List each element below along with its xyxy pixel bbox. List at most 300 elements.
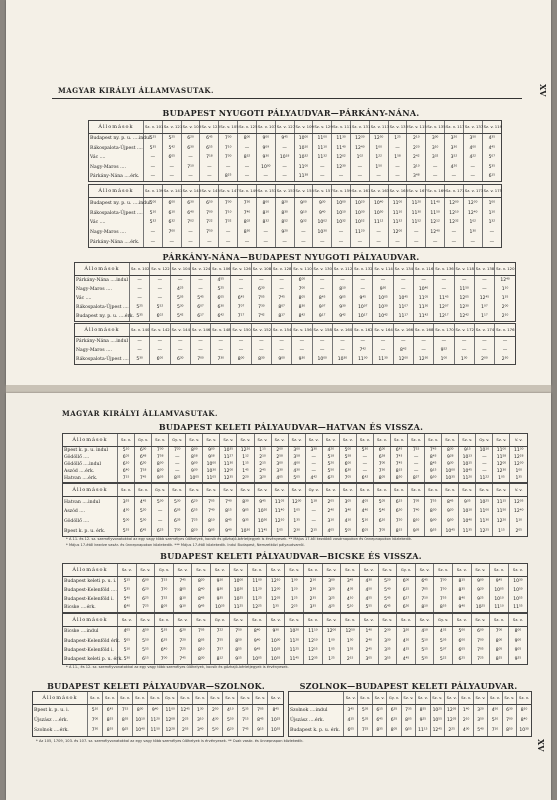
departure-time: 7³⁰ — [251, 303, 271, 312]
station-name: Budapest keleti p. u. érk. — [64, 656, 123, 662]
departure-time: 10²⁰ — [229, 586, 248, 595]
departure-time: — — [393, 337, 413, 347]
table-row — [289, 705, 531, 716]
departure-time: 4⁵⁰ — [359, 586, 378, 595]
departure-time: — — [312, 285, 332, 294]
departure-time: 8¹⁰ — [173, 595, 192, 604]
departure-time: — — [393, 276, 413, 286]
departure-time: 5³⁵ — [118, 586, 137, 595]
departure-time: — — [190, 285, 210, 294]
departure-time: 11⁰⁵ — [203, 475, 220, 482]
departure-time: 5³⁵ — [144, 144, 163, 153]
departure-time: 7²⁵ — [186, 517, 203, 527]
departure-time: 1⁵⁸ — [388, 153, 407, 162]
departure-time: 7⁰⁰ — [502, 716, 516, 726]
departure-time: 11³² — [313, 153, 332, 162]
table-row — [75, 337, 515, 347]
table-row — [89, 172, 501, 181]
departure-time: — — [152, 517, 169, 527]
departure-time: 12¹² — [426, 218, 445, 228]
departure-time: 6⁴⁵ — [415, 577, 434, 587]
train-number-header: Sz. v. — [425, 484, 442, 497]
station-column-header: Állomások — [63, 614, 118, 627]
departure-time: 10³⁰ — [332, 355, 352, 364]
departure-time: 6⁵⁰ — [200, 198, 219, 209]
train-number-header: Sz. v. — [304, 564, 323, 577]
departure-time: 9⁴⁰ — [452, 603, 471, 612]
departure-time: 10³⁰ — [313, 228, 332, 238]
departure-time: 8³² — [256, 218, 275, 228]
departure-time: 2³⁰ — [288, 526, 305, 536]
departure-time: 12⁵⁰ — [369, 134, 388, 144]
departure-time: 1³⁵ — [510, 475, 527, 482]
departure-time: 10³⁵ — [220, 447, 237, 455]
departure-time: 12¹⁷ — [434, 312, 454, 321]
departure-time: 6⁴⁵ — [391, 447, 408, 455]
departure-time: 5³⁵ — [238, 705, 253, 716]
departure-time: 2²⁵ — [178, 716, 193, 726]
departure-time: 7³⁰ — [434, 577, 453, 587]
station-column-header: Állomások — [63, 434, 118, 447]
departure-time: 12⁴⁰ — [463, 208, 482, 218]
train-number-header: Sz. v. 168 — [413, 324, 433, 337]
departure-time: 1⁰⁰ — [510, 468, 527, 475]
departure-time: 10¹⁰ — [133, 716, 148, 726]
departure-time: 8⁰⁰ — [186, 447, 203, 455]
departure-time: 4⁰⁵ — [271, 475, 288, 482]
departure-time: 1¹² — [237, 454, 254, 461]
departure-time: 11⁴⁰ — [332, 144, 351, 153]
departure-time: 7⁵⁷ — [211, 646, 230, 655]
train-number-header: Sz. v. — [339, 484, 356, 497]
departure-time: 9²⁰ — [275, 228, 294, 238]
departure-time: — — [312, 346, 332, 355]
departure-time: 11³⁰ — [373, 355, 393, 364]
train-number-header: Sz. v. 173 — [463, 185, 482, 198]
train-number-header: Sz. v. 128 — [271, 263, 291, 276]
table-row — [63, 603, 527, 612]
departure-time: 1³² — [482, 218, 501, 228]
departure-time: 8⁵⁸ — [186, 454, 203, 461]
departure-time: 10¹⁷ — [353, 312, 373, 321]
departure-time: 12⁰⁰ — [322, 627, 341, 637]
station-name: Budapest-Kelenföld .... — [64, 587, 117, 593]
departure-time: 8⁴⁵ — [312, 294, 332, 303]
train-number-header: Sz. v. — [237, 484, 254, 497]
departure-time: 4²⁰ — [445, 162, 464, 171]
departure-time: — — [169, 454, 186, 461]
departure-time: 1³⁵ — [266, 603, 285, 612]
departure-time: 5¹⁰ — [118, 447, 135, 455]
departure-time: 7⁰⁰ — [219, 198, 238, 209]
departure-time: 5⁵⁰ — [135, 517, 152, 527]
departure-time: 9⁰⁹ — [256, 144, 275, 153]
departure-time: 9⁰⁰ — [186, 461, 203, 468]
departure-time: 10⁴⁵ — [442, 526, 459, 536]
train-number-header: Sz. v. — [471, 564, 490, 577]
departure-time: — — [388, 162, 407, 171]
departure-time: 3⁰⁰ — [426, 134, 445, 144]
departure-time: 9³⁰ — [442, 461, 459, 468]
table-row — [289, 726, 531, 736]
departure-time: 2¹⁰ — [407, 134, 426, 144]
departure-time: 11¹⁵ — [416, 726, 430, 736]
train-number-header: Sz. v. — [285, 614, 304, 627]
departure-time: — — [144, 237, 163, 247]
departure-time: 9¹⁰ — [294, 208, 313, 218]
station-name: Nagy-Maros .... — [76, 287, 112, 293]
departure-time: 8⁴⁵ — [220, 517, 237, 527]
train-number-header: Sz. v. — [208, 692, 223, 705]
departure-time: 10¹⁰ — [459, 507, 476, 517]
section-title: PÁRKÁNY-NÁNA—BUDAPEST NYUGOTI PÁLYAUDVAR. — [162, 252, 420, 262]
departure-time: 11²⁰ — [248, 586, 267, 595]
departure-time: 8³² — [169, 475, 186, 482]
departure-time: 4²⁵ — [170, 285, 190, 294]
departure-time: — — [200, 162, 219, 171]
departure-time: 9⁵⁰ — [442, 517, 459, 527]
station-name: Budapest-Kelenföld i. — [64, 647, 114, 653]
table-row — [89, 162, 501, 171]
departure-time: 8⁰⁵ — [490, 646, 509, 655]
departure-time: 12³⁰ — [493, 468, 510, 475]
train-number-header: Sz. v. — [358, 692, 372, 705]
departure-time: — — [144, 172, 163, 181]
departure-time: 5⁴⁰ — [473, 726, 487, 736]
departure-time: 4⁵⁵ — [359, 595, 378, 604]
departure-time: 6⁰⁰ — [136, 577, 155, 587]
departure-time: — — [190, 337, 210, 347]
departure-time: 7⁰⁰ — [88, 716, 103, 726]
departure-time: 9⁴⁰ — [248, 637, 267, 646]
departure-time: 10³⁰ — [508, 577, 527, 587]
departure-time: 2⁰⁵ — [510, 526, 527, 536]
station-name: Gödöllő .... — [64, 519, 90, 525]
train-number-header: Sz. v. — [493, 434, 510, 447]
departure-time: 6¹⁰ — [373, 517, 390, 527]
departure-time: 10⁵⁵ — [430, 716, 444, 726]
departure-time: 6³⁵ — [387, 705, 401, 716]
train-number-header: Sz. v. — [118, 484, 135, 497]
train-number-header: Gy. v. — [155, 564, 174, 577]
departure-time: 10²⁵ — [268, 716, 283, 726]
departure-time: 10²⁵ — [229, 595, 248, 604]
departure-time: 11⁵⁰ — [493, 507, 510, 517]
departure-time: 7¹⁵ — [118, 475, 135, 482]
timetable-grid — [63, 434, 527, 482]
departure-time: — — [256, 228, 275, 238]
train-number-header: Sz. v. — [397, 614, 416, 627]
train-number-header: Sz. v. 104 — [170, 263, 190, 276]
departure-time: 9⁰⁰ — [508, 637, 527, 646]
departure-time: 7¹⁵ — [408, 447, 425, 455]
departure-time: 6⁰⁰ — [162, 198, 181, 209]
departure-time: — — [353, 276, 373, 286]
station-name: Gödöllő .... — [64, 455, 90, 461]
departure-time: 6⁰⁵ — [211, 294, 231, 303]
train-number-header: Sz. v. — [271, 484, 288, 497]
departure-time: 9²⁰ — [442, 507, 459, 517]
station-name: Nagy-Maros .... — [90, 164, 126, 170]
departure-time: — — [251, 276, 271, 286]
departure-time: 8¹⁵ — [220, 507, 237, 517]
departure-time: 3³² — [426, 153, 445, 162]
train-number-header: Sz. v. — [488, 692, 502, 705]
train-number-header: Gy. v. — [387, 692, 401, 705]
departure-time: 10³² — [294, 153, 313, 162]
departure-time: 1¹⁷ — [474, 312, 494, 321]
train-number-header: Sz. v. — [203, 434, 220, 447]
departure-time: 10⁰⁰ — [442, 468, 459, 475]
departure-time: 7²⁵ — [471, 655, 490, 664]
departure-time: 4³² — [434, 627, 453, 637]
train-number-header: Sz. v. — [136, 564, 155, 577]
departure-time: 12³⁰ — [288, 497, 305, 508]
train-number-header: Sz. v. — [378, 614, 397, 627]
header-rule — [52, 98, 522, 99]
departure-time: — — [332, 276, 352, 286]
train-number-header: Sz. v. 114 — [373, 263, 393, 276]
departure-time: 1¹⁵ — [254, 447, 271, 455]
timetable-grid — [75, 263, 515, 321]
train-number-header: Gy. v. — [152, 484, 169, 497]
train-number-header: Sz. v. 101 — [144, 121, 163, 134]
train-number-header: Sz. v. 155 — [294, 185, 313, 198]
departure-time: 7⁰⁵ — [251, 294, 271, 303]
train-number-header: Sz. v. 136 — [434, 263, 454, 276]
departure-time: 1²⁵ — [322, 655, 341, 664]
departure-time: 11⁰⁰ — [388, 198, 407, 209]
departure-time: 11¹⁰ — [388, 208, 407, 218]
departure-time: 5³⁰ — [356, 447, 373, 455]
departure-time: 5³⁵ — [155, 627, 174, 637]
departure-time: 10⁴² — [373, 312, 393, 321]
departure-time: 12⁴⁰ — [426, 228, 445, 238]
train-number-header: Sz. v. 111 — [332, 121, 351, 134]
departure-time: 7⁴⁰ — [238, 208, 257, 218]
departure-time: 7⁰⁵ — [203, 497, 220, 508]
departure-time: 8³⁰ — [152, 468, 169, 475]
departure-time: 6²⁰ — [186, 497, 203, 508]
departure-time: 10⁰⁰ — [256, 162, 275, 171]
departure-time: 6⁰⁰ — [339, 461, 356, 468]
departure-time: 8⁵⁰ — [502, 726, 516, 736]
departure-time: 5⁰⁷ — [482, 153, 501, 162]
departure-time: 6³⁰ — [211, 303, 231, 312]
departure-time: 11⁴² — [413, 312, 433, 321]
departure-time: 5⁰⁰ — [152, 497, 169, 508]
departure-time: 5⁵⁵ — [118, 526, 135, 536]
departure-time: 3²⁵ — [322, 595, 341, 604]
departure-time: 8³⁰ — [275, 208, 294, 218]
train-number-header: Sz. v. — [415, 564, 434, 577]
departure-time: 9⁰⁰ — [294, 198, 313, 209]
train-number-header: Sz. v. 169 — [426, 185, 445, 198]
departure-time: — — [413, 276, 433, 286]
departure-time: — — [200, 172, 219, 181]
departure-time: 11⁴⁵ — [285, 655, 304, 664]
departure-time: 7⁴⁵ — [238, 726, 253, 736]
departure-time: 8³⁵ — [452, 586, 471, 595]
departure-time: 2¹⁵ — [341, 655, 360, 664]
departure-time: 10³⁰ — [237, 526, 254, 536]
departure-time: 12³⁰ — [266, 586, 285, 595]
table-row — [289, 716, 531, 726]
timetable-grid — [289, 692, 531, 736]
departure-time: 5⁵⁰ — [322, 468, 339, 475]
train-number-header: Sz. v. — [341, 614, 360, 627]
departure-time: 9⁵⁵ — [425, 526, 442, 536]
footnote: * Május 17-étől kezdve vasár- és ünnepnapokon közlekedik. *** Május 17-étől közlekedik. Indul Budapest, Nemzetközi pályaudvarról. — [66, 543, 305, 547]
departure-time: — — [251, 346, 271, 355]
departure-time: 6²⁰ — [136, 586, 155, 595]
departure-time: 7⁰⁵ — [253, 705, 268, 716]
departure-time: 3⁰⁵ — [359, 655, 378, 664]
departure-time: 3³⁵ — [304, 603, 323, 612]
departure-time: 11²⁰ — [148, 716, 163, 726]
departure-time: 3³⁰ — [271, 468, 288, 475]
departure-time: 9⁰⁵ — [408, 526, 425, 536]
departure-time: 7⁴⁵ — [173, 655, 192, 664]
table-row — [75, 294, 515, 303]
departure-time: 11¹⁰ — [304, 627, 323, 637]
departure-time: 5³⁵ — [415, 655, 434, 664]
departure-time: 3⁵⁵ — [118, 497, 135, 508]
table-row — [89, 198, 501, 209]
departure-time: 12³⁰ — [510, 461, 527, 468]
departure-time: — — [388, 144, 407, 153]
departure-time: — — [369, 172, 388, 181]
departure-time: 11⁴⁰ — [426, 198, 445, 209]
departure-time: — — [150, 346, 170, 355]
departure-time: — — [474, 337, 494, 347]
train-number-header: Sz. v. — [373, 434, 390, 447]
departure-time: 4²² — [463, 153, 482, 162]
departure-time: 7⁰⁰ — [292, 285, 312, 294]
departure-time: 1⁴⁵ — [237, 468, 254, 475]
departure-time: 11⁰⁰ — [248, 577, 267, 587]
timetable-header-row — [63, 564, 527, 577]
departure-time: 6²⁵ — [452, 655, 471, 664]
departure-time: 9⁰⁵ — [237, 507, 254, 517]
train-number-header: Sz. v. 154 — [271, 324, 291, 337]
train-number-header: Sz. v. 152 — [251, 324, 271, 337]
departure-time: 10⁴⁵ — [459, 468, 476, 475]
train-number-header: Sz. v. — [118, 434, 135, 447]
departure-time: — — [373, 346, 393, 355]
train-number-header: Gy. v. — [434, 614, 453, 627]
departure-time: 8¹⁵ — [452, 577, 471, 587]
departure-time: 9¹⁵ — [229, 655, 248, 664]
departure-time: 11⁰⁰ — [294, 162, 313, 171]
station-name: Bpest k. p. u. érk. — [64, 528, 106, 534]
departure-time: 6⁵⁵ — [186, 507, 203, 517]
departure-time: 12²⁵ — [476, 526, 493, 536]
departure-time: 2⁵⁸ — [271, 454, 288, 461]
departure-time: 5⁰⁰ — [118, 517, 135, 527]
station-name: Rákospalota-Újpest .... — [90, 145, 143, 151]
departure-time: 1⁰⁵ — [493, 475, 510, 482]
departure-time: 5⁰⁵ — [118, 637, 137, 646]
train-number-header: Sz. v. 108 — [251, 263, 271, 276]
departure-time: — — [200, 237, 219, 247]
departure-time: — — [474, 276, 494, 286]
train-number-header: Sz. v. 170 — [434, 324, 454, 337]
train-number-header: Sz. v. 129 — [313, 121, 332, 134]
train-number-header: Sz. v. — [192, 564, 211, 577]
departure-time: 12⁰⁰ — [393, 355, 413, 364]
departure-time: — — [238, 172, 257, 181]
departure-time: 12⁰⁵ — [510, 497, 527, 508]
departure-time: 12⁰⁰ — [445, 198, 464, 209]
departure-time: 10²⁵ — [430, 705, 444, 716]
departure-time: — — [482, 237, 501, 247]
station-name: Aszód .... — [64, 509, 86, 515]
departure-time: 8¹⁰ — [203, 517, 220, 527]
departure-time: 12⁴⁰ — [350, 144, 369, 153]
train-number-header: Sz. v. 143 — [181, 185, 200, 198]
departure-time: — — [219, 237, 238, 247]
departure-time: 9²⁸ — [442, 454, 459, 461]
train-number-header: Gy. v. — [169, 434, 186, 447]
departure-time: 5⁰⁵ — [288, 475, 305, 482]
departure-time: 2³⁵ — [304, 595, 323, 604]
table-row — [63, 595, 527, 604]
departure-time: 10⁴⁰ — [133, 726, 148, 736]
train-number-header: Sz. v. 142 — [150, 324, 170, 337]
departure-time: 4⁴² — [305, 475, 322, 482]
departure-time: 4⁴⁵ — [135, 497, 152, 508]
departure-time: 11⁵⁰ — [454, 285, 474, 294]
train-number-header: Sz. v. — [304, 614, 323, 627]
departure-time: 8¹² — [211, 655, 230, 664]
station-column-header: Állomások — [75, 263, 130, 276]
departure-time: 1³⁵ — [288, 517, 305, 527]
departure-time: 7²⁰ — [391, 517, 408, 527]
departure-time: 10²⁵ — [471, 603, 490, 612]
departure-time: 11⁵⁸ — [493, 454, 510, 461]
departure-time: — — [275, 237, 294, 247]
departure-time: 2⁵⁰ — [208, 705, 223, 716]
departure-time: 5⁴⁵ — [190, 294, 210, 303]
train-number-header: Sz. v. — [378, 564, 397, 577]
departure-time: 6⁵⁵ — [200, 144, 219, 153]
train-number-header: Sz. v. — [136, 614, 155, 627]
departure-time: 10³⁰ — [350, 208, 369, 218]
train-number-header: Sz. v. — [459, 692, 473, 705]
departure-time: 7⁰⁵ — [471, 646, 490, 655]
departure-time: 12²⁰ — [237, 447, 254, 455]
departure-time: 7³² — [219, 218, 238, 228]
station-name: Bpest k. p. u. indul — [64, 448, 108, 454]
departure-time: 9²⁵ — [416, 716, 430, 726]
departure-time: 8⁰⁵ — [173, 586, 192, 595]
departure-time: 12⁴⁵ — [474, 294, 494, 303]
departure-time: 7⁰⁰ — [155, 655, 174, 664]
top-page-sheet — [6, 0, 551, 385]
train-number-header: Sz. v. 133 — [388, 121, 407, 134]
train-number-header: Gy. v. — [476, 434, 493, 447]
departure-time: 3²⁰ — [445, 134, 464, 144]
station-name: Budapest k. p. u. érk. — [290, 728, 340, 734]
departure-time: — — [275, 162, 294, 171]
departure-time: 11⁰⁰ — [476, 507, 493, 517]
table-row — [63, 637, 527, 646]
departure-time: — — [275, 172, 294, 181]
departure-time: 6³⁰ — [170, 355, 190, 364]
train-number-header: Sz. v. — [266, 614, 285, 627]
departure-time: 5²⁵ — [211, 285, 231, 294]
